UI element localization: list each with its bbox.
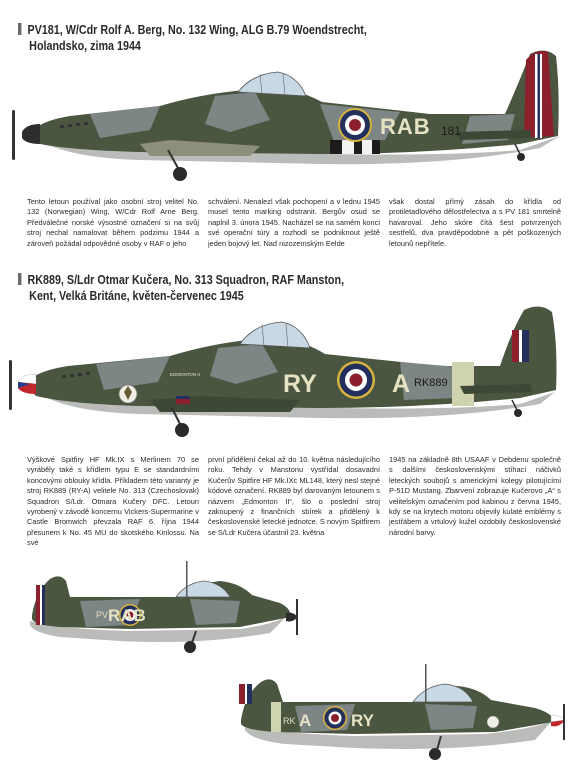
section-2-text-column-2: první přidělení čekal až do 10. května následujícího roku. Tehdy v Manstonu vystřídal dosavadní Kučerův Spitfire HF Mk.IXc ML148, který nesl stejné kódové označení. RK889 byl darovaným letounem s názvem „Edmonton II“, šlo o poslední stroj zakoupený z finančních sbírek a přidělený k československé letecké jednotce. S novým Spitfirem se S/Ldr Kučera účastnil 23. května <box>208 455 380 537</box>
code-letter-a: A <box>392 370 411 398</box>
serial-number: 181 <box>441 124 462 138</box>
heading-line-1: RK889, S/Ldr Otmar Kučera, No. 313 Squadron, RAF Manston, <box>27 273 345 287</box>
section-2-text-column-1: Výškové Spitfiry HF Mk.IX s Merlinem 70 se vyráběly také s křídlem typu E se standardními koncovými oblouky křídla. Příkladem této varianty je stroj RK889 (RY-A) velitele No. 313 (Czechoslovak) Squadron S/Ldr. Otmara Kučery DFC. Letoun vyrobený v závodě koncernu Vickers-Supermarine v Castle Bromwich převzala RAF 6. října 1944 přesunem k No. 45 MU do skotského Kinlossu. Na své <box>27 455 199 548</box>
code-letters-ry: RY <box>283 370 317 398</box>
code-letter-a: A <box>299 711 312 730</box>
spitfire-pv181-starboard-view <box>0 555 300 665</box>
section-2-text-column-3: 1945 na základně 8th USAAF v Debdenu společně s dalšími československými stíhací náčivků leteckých soubojů s americkými kolegy pilotujícími P-51D Mustang. Zbarvení zobrazuje Kučerovo „A“ s velitelským označením pod kabinou z června 1945, kdy se na krytech motoru objevily kulaté emblémy s jestřábem a vrtulový kužel ozdobily československé národní barvy. <box>389 455 561 537</box>
code-letters-rab: RAB <box>380 114 431 139</box>
spitfire-rk889-starboard-view <box>225 660 575 768</box>
spitfire-rk889-profile <box>0 300 583 440</box>
heading-line-1: PV181, W/Cdr Rolf A. Berg, No. 132 Wing, ALG B.79 Woendstrecht, <box>27 23 367 37</box>
spitfire-pv181-profile <box>0 40 583 190</box>
section-1-text-column-1: Tento letoun používal jako osobní stroj velitel No. 132 (Norwegian) Wing, W/Cdr Rolf Arne Berg. Předválečné norské výsostné označení si na svůj stroj nechal namalovat během podzimu 1944 a zároveň požádal odpovědné osoby v RAF o jeho <box>27 197 199 248</box>
code-prefix-pv: PV <box>96 610 109 620</box>
section-1-text-column-3: však dostal přímý zásah do křídla od protiletadlového dělostřelectva a s PV 181 smrtelně havaroval. Jeho skóre čítá šest potvrzených sestřelů, dva pravděpodobné a pět poškozených letounů nepřítele. <box>389 197 561 248</box>
code-letters-ry: RY <box>351 711 374 730</box>
code-letters-rab: RAB <box>108 606 147 625</box>
heading-marker <box>18 23 21 35</box>
aircraft-name-edmonton: EDMONTON II <box>170 372 200 377</box>
section-1-text-column-2: schválení. Nenalezl však pochopení a v lednu 1945 musel tento marking odstranit. Bergův osud se naplnil 3. února 1945. Nacházel se na samém konci své operační túry a rozhodl se podniknout ještě jeden bojový let. Nad nizozemským Eelde <box>208 197 380 248</box>
code-prefix-rk: RK <box>283 716 296 726</box>
serial-number: RK889 <box>414 377 448 389</box>
heading-line-2: Kent, Velká Británe, květen-červenec 1945 <box>29 289 244 303</box>
heading-marker <box>18 273 21 285</box>
heading-line-2: Holandsko, zima 1944 <box>29 39 141 53</box>
